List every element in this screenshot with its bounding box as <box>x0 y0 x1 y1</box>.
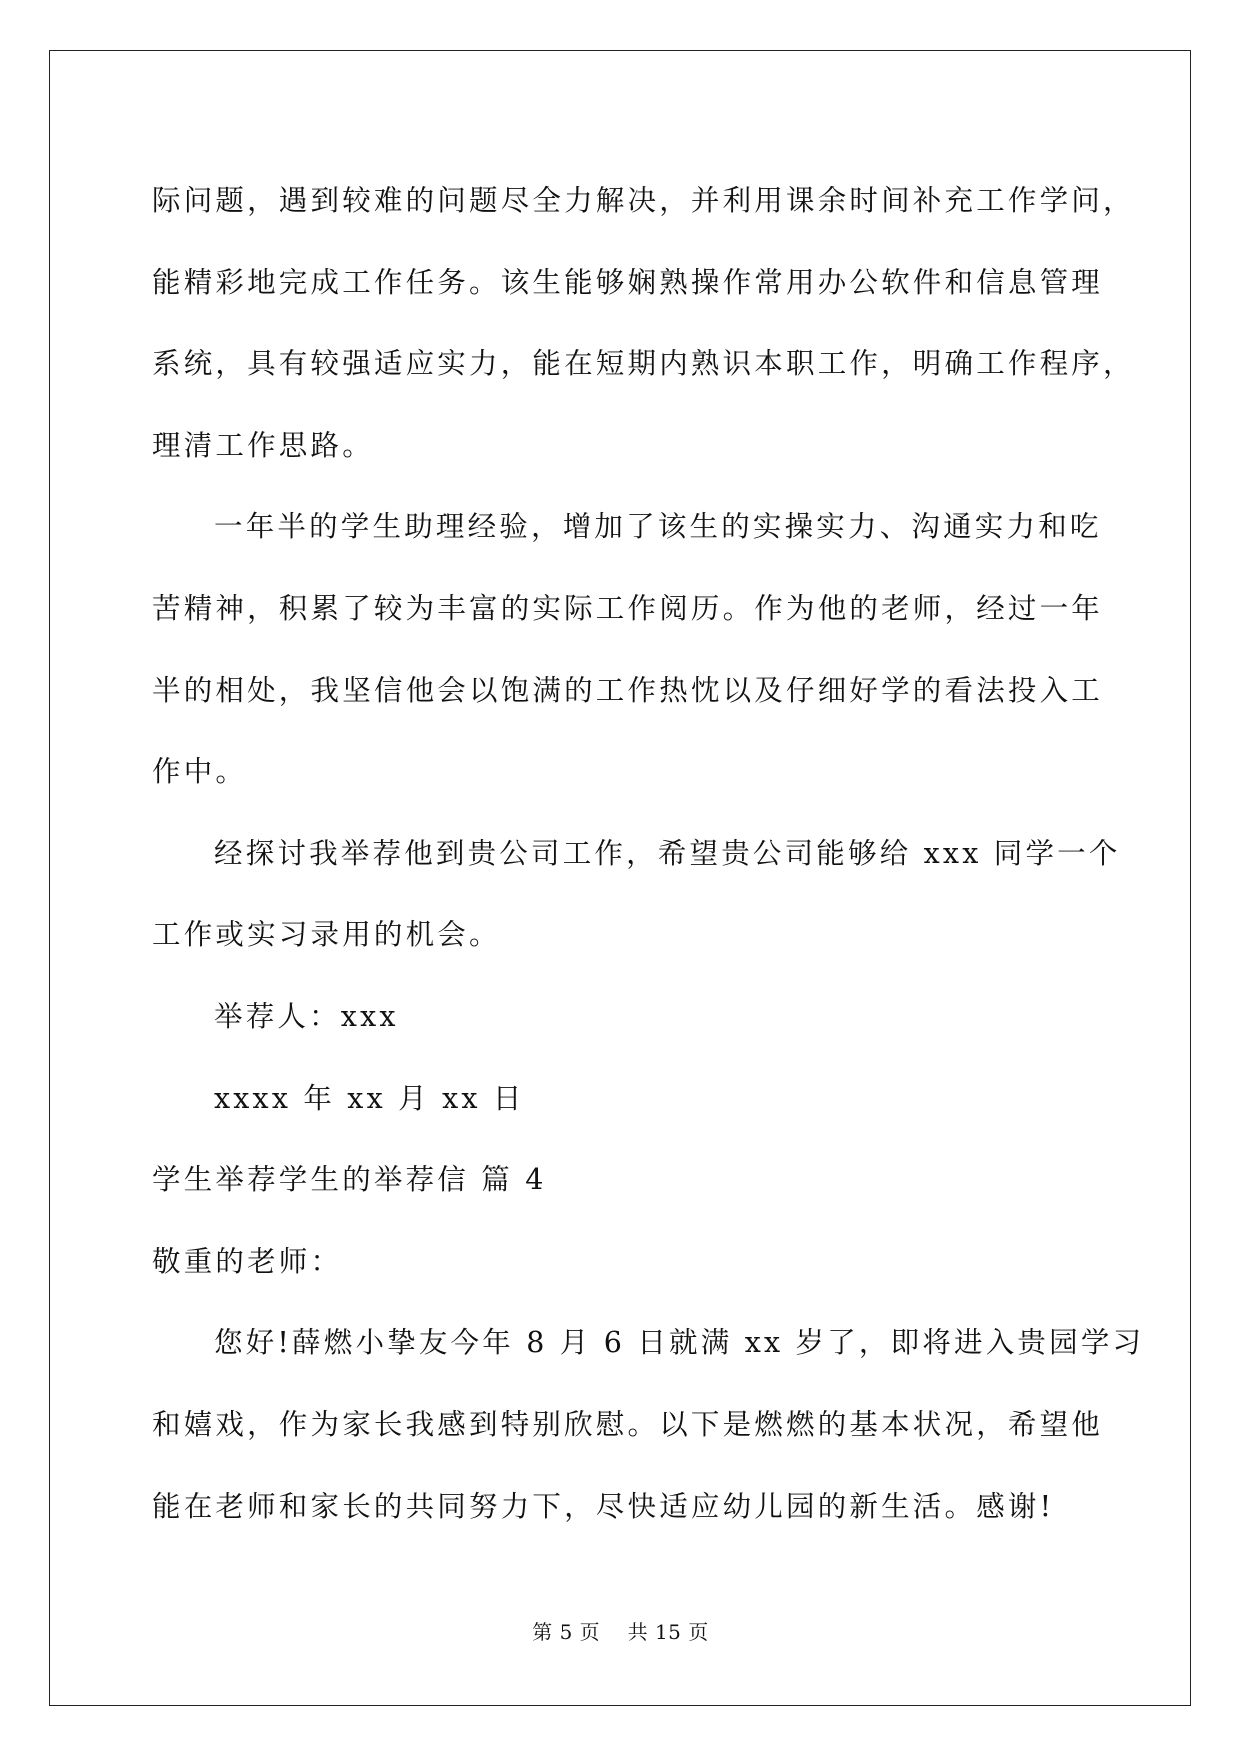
section-heading: 学生举荐学生的举荐信 篇 4 <box>152 1163 547 1197</box>
text-line-7: 半的相处，我坚信他会以饱满的工作热忱以及仔细好学的看法投入工 <box>152 673 1104 707</box>
recommender-line: 举荐人：xxx <box>214 999 399 1033</box>
text-line-3: 系统，具有较强适应实力，能在短期内熟识本职工作，明确工作程序， <box>152 347 1135 381</box>
page-number-footer: 第 5 页 共 15 页 <box>532 1620 709 1644</box>
text-line-9: 经探讨我举荐他到贵公司工作，希望贵公司能够给 xxx 同学一个 <box>214 836 1121 870</box>
text-line-6: 苦精神，积累了较为丰富的实际工作阅历。作为他的老师，经过一年 <box>152 591 1104 625</box>
salutation: 敬重的老师： <box>152 1244 343 1278</box>
text-line-4: 理清工作思路。 <box>152 428 374 462</box>
document-body <box>152 160 1145 1547</box>
text-line-1: 际问题，遇到较难的问题尽全力解决，并利用课余时间补充工作学问， <box>152 184 1135 217</box>
date-line: xxxx 年 xx 月 xx 日 <box>214 1081 525 1115</box>
text-line-8: 作中。 <box>152 755 248 789</box>
text-line-17: 能在老师和家长的共同努力下，尽快适应幼儿园的新生活。感谢! <box>152 1489 1055 1523</box>
text-line-10: 工作或实习录用的机会。 <box>152 918 501 952</box>
text-line-2: 能精彩地完成工作任务。该生能够娴熟操作常用办公软件和信息管理 <box>152 265 1104 299</box>
text-line-5: 一年半的学生助理经验，增加了该生的实操实力、沟通实力和吃 <box>214 510 1102 544</box>
text-line-15: 您好!薛燃小挚友今年 8 月 6 日就满 xx 岁了，即将进入贵园学习 <box>214 1326 1145 1360</box>
text-line-16: 和嬉戏，作为家长我感到特别欣慰。以下是燃燃的基本状况，希望他 <box>152 1407 1104 1441</box>
